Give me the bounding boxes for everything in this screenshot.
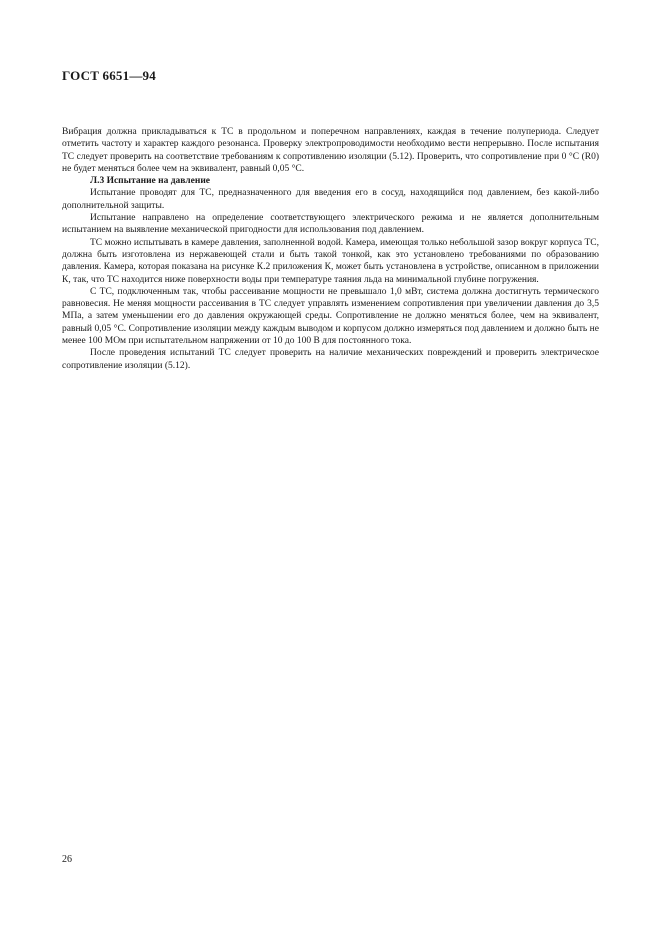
paragraph-pressure-chamber: ТС можно испытывать в камере давления, заполненной водой. Камера, имеющая только небольшой зазор вокруг корпуса ТС, должна быть изготовлена из нержавеющей стали и быть такой тонкой, как это установлено требованиями по образованию давления. Камера, которая показана на рисунке К.2 приложения К, может быть установлена в устройстве, описанном в приложении К, так, что ТС находится ниже поверхности воды при температуре таяния льда на минимальной глубине погружения. (62, 237, 599, 285)
paragraph-test-purpose: Испытание направлено на определение соответствующего электрического режима и не является дополнительным испытанием на выявление механической пригодности для использования под давлением. (62, 213, 599, 236)
page-number: 26 (62, 854, 72, 865)
paragraph-vibration: Вибрация должна прикладываться к ТС в продольном и поперечном направлениях, каждая в течение полупериода. Следует отметить частоту и характер каждого резонанса. Проверку электропроводимости необходимо вести непрерывно. После испытания ТС следует проверить на соответствие требованиям к сопротивлению изоляции (5.12). Проверить, что сопротивление при 0 °С (R0) не будет меняться более чем на эквивалент, равный 0,05 °С. (62, 127, 599, 174)
paragraph-post-test-check: После проведения испытаний ТС следует проверить на наличие механических повреждений и проверить электрическое сопротивление изоляции (5.12). (62, 348, 599, 371)
body-text (62, 126, 599, 372)
section-heading: Л.3 Испытание на давление (90, 176, 211, 187)
document-header: ГОСТ 6651—94 (62, 68, 156, 83)
paragraph-test-scope: Испытание проводят для ТС, предназначенного для введения его в сосуд, находящийся под давлением, без какой-либо дополнительной защиты. (62, 188, 599, 211)
paragraph-thermal-equilibrium: С ТС, подключенным так, чтобы рассеивание мощности не превышало 1,0 мВт, система должна достигнуть термического равновесия. Не меняя мощности рассеивания в ТС следует управлять изменением сопротивления при увеличении давления до 3,5 МПа, а затем уменьшении его до давления окружающей среды. Сопротивление не должно меняться более, чем на эквивалент, равный 0,05 °С. Сопротивление изоляции между каждым выводом и корпусом должно измеряться под давлением и должно быть не менее 100 МОм при испытательном напряжении от 10 до 100 В для постоянного тока. (62, 286, 599, 347)
